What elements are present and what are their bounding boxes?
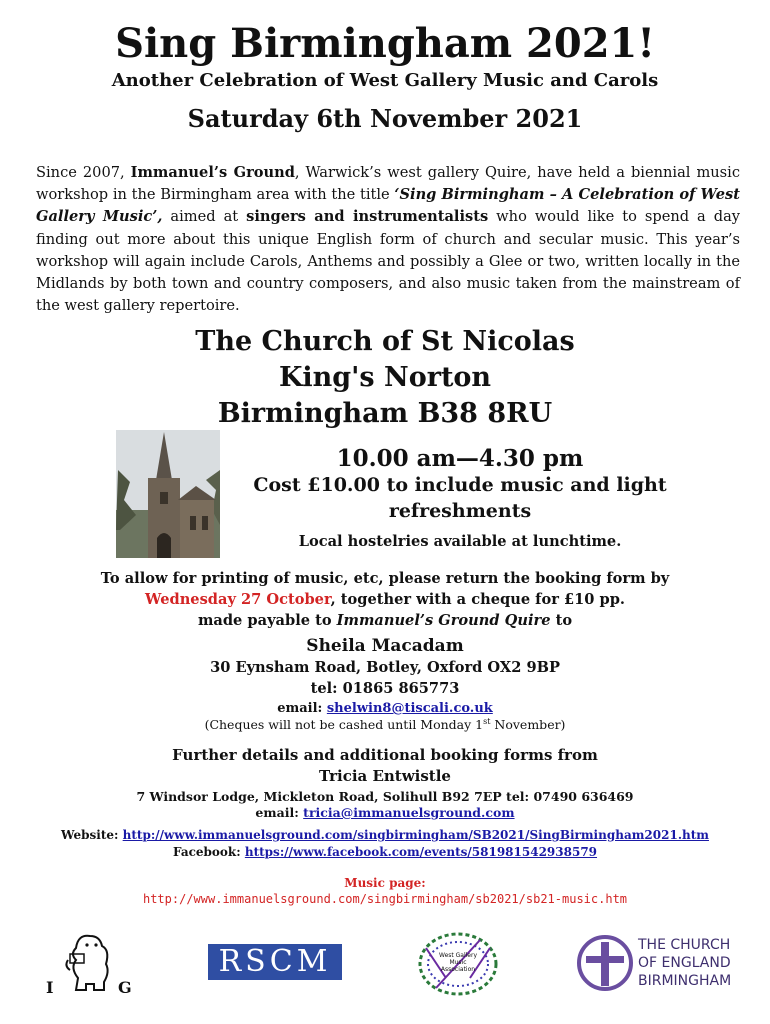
- event-date: Saturday 6th November 2021: [187, 104, 583, 133]
- contact-address: 30 Eynsham Road, Botley, Oxford OX2 9BP: [210, 659, 560, 676]
- group-name: Immanuel’s Ground: [130, 164, 295, 181]
- coe-cross-icon: [576, 934, 634, 992]
- wgma-logo-text: West Gallery Music Association: [438, 952, 478, 973]
- event-time: 10.00 am—4.30 pm: [336, 445, 584, 472]
- contact-email-link[interactable]: shelwin8@tiscali.co.uk: [326, 701, 493, 716]
- intro-paragraph: [36, 162, 740, 317]
- music-page-link[interactable]: http://www.immanuelsground.com/singbirmingham/sb2021/sb21-music.htm: [142, 892, 628, 906]
- booking-deadline: Wednesday 27 October: [145, 591, 331, 608]
- email-label: email:: [255, 805, 304, 820]
- immanuels-ground-logo: [40, 928, 150, 998]
- email-label: email:: [277, 701, 327, 716]
- venue-line-2: King's Norton: [278, 362, 492, 393]
- booking-text: to: [550, 612, 573, 629]
- intro-text: Since 2007,: [36, 164, 131, 181]
- website-link[interactable]: http://www.immanuelsground.com/singbirmingham/SB2021/SingBirmingham2021.htm: [122, 828, 709, 842]
- audience: singers and instrumentalists: [246, 208, 489, 226]
- facebook-row: [0, 845, 770, 859]
- workshop-title: ‘Sing Birmingham – A Celebration of West Gallery Music’,: [36, 186, 740, 226]
- contact-email-row: [0, 701, 770, 716]
- rscm-logo: [208, 944, 342, 980]
- further-email-link[interactable]: tricia@immanuelsground.com: [303, 805, 515, 820]
- coe-line-1: THE CHURCH: [638, 937, 731, 953]
- intro-text: aimed at: [162, 208, 247, 226]
- venue-line-1: The Church of St Nicolas: [195, 326, 575, 357]
- booking-text: made payable to: [197, 612, 337, 629]
- contact-name: Sheila Macadam: [306, 636, 464, 656]
- further-name: Tricia Entwistle: [319, 767, 451, 785]
- facebook-label: Facebook:: [172, 845, 245, 859]
- booking-line-2: [0, 591, 770, 608]
- logo-letter-i: I: [46, 978, 54, 997]
- booking-text: , together with a cheque for £10 pp.: [330, 591, 625, 608]
- further-email-row: [0, 805, 770, 820]
- note-text: November): [490, 717, 566, 733]
- intro-text: who would like to spend a day finding out more about this unique English form of church and secular music. This year’s workshop will again include Carols, Anthems and possibly a Glee or two, written locally in the Midlands by both town and country composers, and also music taken from the mainstream of the west gallery repertoire.: [36, 208, 741, 315]
- logo-letter-g: G: [118, 978, 132, 997]
- event-hostelries: Local hostelries available at lunchtime.: [298, 533, 622, 550]
- west-gallery-music-association-logo: [416, 928, 500, 1000]
- note-text: (Cheques will not be cashed until Monday 1: [204, 717, 484, 733]
- note-superscript: st: [483, 717, 491, 726]
- church-of-england-birmingham-logo: [576, 932, 746, 994]
- page-title: Sing Birmingham 2021!: [115, 20, 655, 67]
- further-address: 7 Windsor Lodge, Mickleton Road, Solihull B92 7EP tel: 07490 636469: [136, 789, 634, 804]
- contact-tel: tel: 01865 865773: [310, 680, 460, 697]
- church-photo: [116, 430, 220, 558]
- website-row: [0, 828, 770, 842]
- intro-text: , Warwick’s west gallery Quire, have held a biennial music workshop in the Birmingham area with the title: [36, 164, 741, 204]
- booking-line-1: To allow for printing of music, etc, please return the booking form by: [100, 570, 670, 587]
- event-cost: Cost £10.00 to include music and light refreshments: [253, 474, 667, 522]
- coe-line-2: OF ENGLAND: [638, 955, 731, 971]
- rscm-logo-text: RSCM: [218, 944, 332, 979]
- venue-line-3: Birmingham B38 8RU: [217, 398, 553, 429]
- music-page-label: Music page:: [344, 876, 426, 890]
- booking-line-3: [0, 612, 770, 629]
- further-heading: Further details and additional booking forms from: [172, 746, 598, 764]
- coe-line-3: BIRMINGHAM: [638, 973, 732, 989]
- facebook-link[interactable]: https://www.facebook.com/events/581981542938579: [244, 845, 598, 859]
- website-label: Website:: [61, 828, 123, 842]
- subtitle: Another Celebration of West Gallery Music and Carols: [111, 70, 659, 91]
- cheque-note: [0, 717, 770, 732]
- booking-payee: Immanuel’s Ground Quire: [336, 612, 551, 629]
